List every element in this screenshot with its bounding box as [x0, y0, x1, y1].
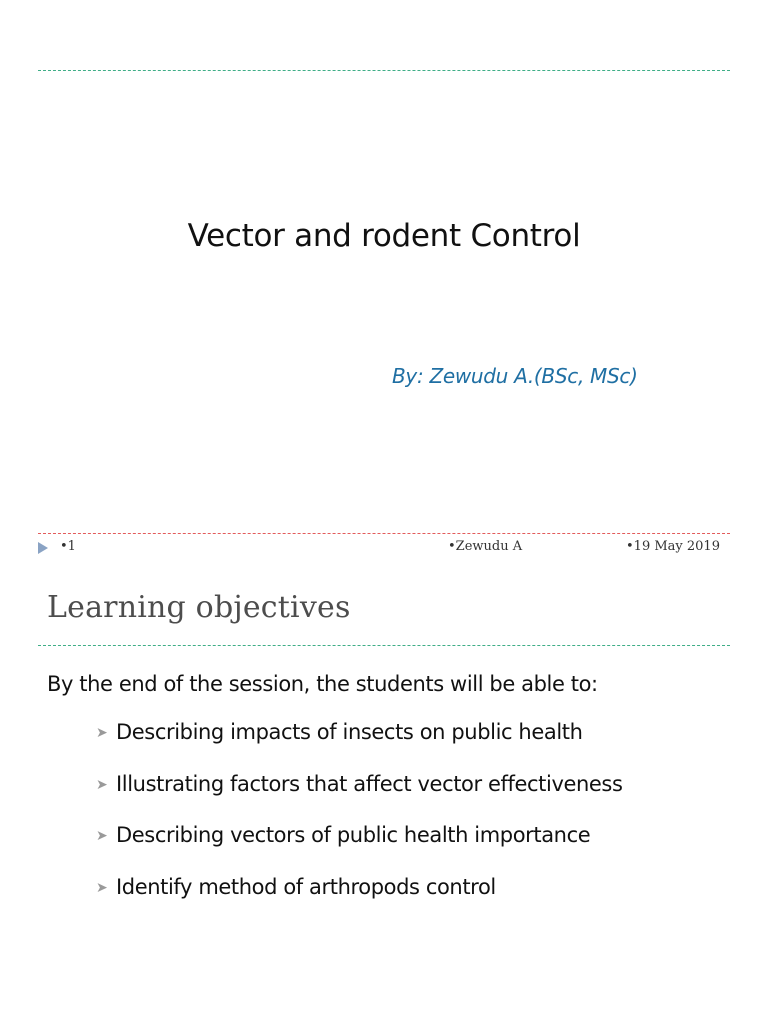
chevron-right-icon: ➤	[96, 725, 108, 741]
heading-divider	[38, 645, 730, 646]
objectives-list	[96, 720, 623, 926]
list-item	[96, 823, 623, 875]
slide-author: By: Zewudu A.(BSc, MSc)	[392, 364, 638, 388]
footer-date: •19 May 2019	[626, 539, 720, 554]
bullet-text: Describing vectors of public health importance	[116, 823, 591, 847]
bullet-text: Illustrating factors that affect vector effectiveness	[116, 771, 623, 796]
slide-number: •1	[60, 539, 76, 554]
top-divider	[38, 70, 730, 71]
footer-author: •Zewudu A	[448, 539, 523, 554]
slide-footer	[0, 538, 768, 558]
bullet-text: Identify method of arthropods control	[116, 874, 496, 899]
play-triangle-icon	[38, 542, 48, 554]
chevron-right-icon: ➤	[96, 879, 108, 896]
chevron-right-icon: ➤	[96, 776, 108, 793]
chevron-right-icon: ➤	[96, 828, 108, 844]
list-item	[96, 720, 623, 772]
list-item	[96, 772, 623, 824]
intro-text: By the end of the session, the students will be able to:	[47, 672, 598, 696]
section-heading: Learning objectives	[47, 590, 351, 625]
bullet-text: Describing impacts of insects on public health	[116, 720, 583, 744]
slide-title: Vector and rodent Control	[187, 218, 581, 254]
list-item	[96, 875, 623, 927]
footer-divider	[38, 533, 730, 534]
